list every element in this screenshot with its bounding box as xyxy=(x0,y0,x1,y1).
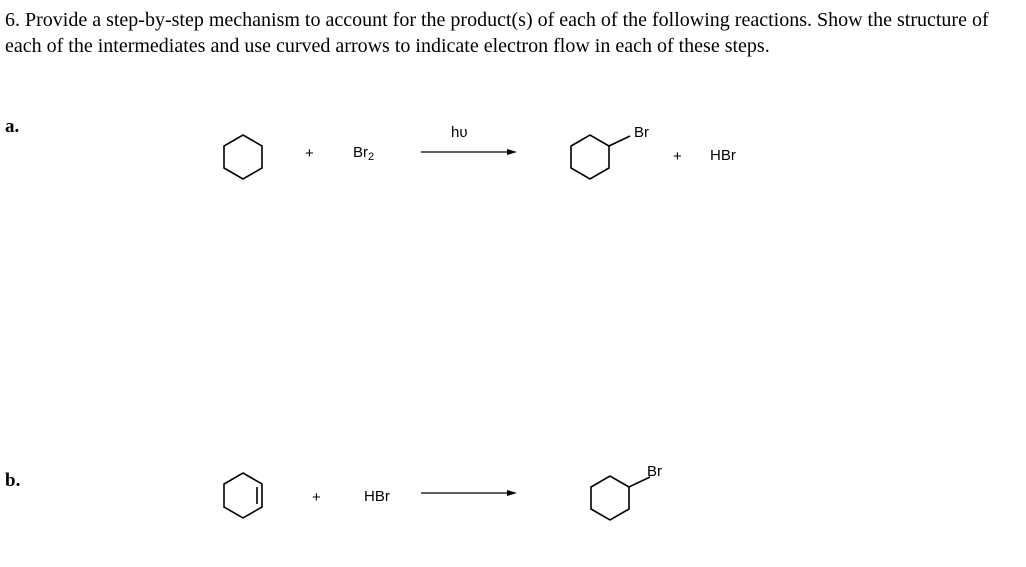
product-b-br-label: Br xyxy=(647,463,662,480)
byproduct-hbr: HBr xyxy=(710,147,736,164)
plus-sign-a1: + xyxy=(305,145,314,162)
reagent-br2-symbol: Br xyxy=(353,144,368,161)
plus-sign-a2: + xyxy=(673,148,682,165)
bromocyclohexane-structure-b xyxy=(590,474,660,524)
product-a-br-label: Br xyxy=(634,124,649,141)
part-a-label: a. xyxy=(5,116,20,137)
reaction-condition-light: hυ xyxy=(451,124,468,141)
cyclohexane-structure xyxy=(223,134,263,180)
part-b-label: b. xyxy=(5,470,21,491)
reagent-hbr: HBr xyxy=(364,488,390,505)
plus-sign-b: + xyxy=(312,489,321,506)
cyclohexene-structure xyxy=(223,472,267,520)
reaction-arrow-a xyxy=(421,148,517,156)
bromocyclohexane-structure-a xyxy=(570,133,640,183)
reagent-br2 xyxy=(353,144,375,163)
reagent-br2-subscript: 2 xyxy=(368,151,375,163)
question-text: 6. Provide a step-by-step mechanism to account for the product(s) of each of the following reactions. Show the structure of each of the intermediates and use curved arrows to indicate electron flow in each of these steps. xyxy=(5,9,989,57)
reaction-arrow-b xyxy=(421,489,517,497)
